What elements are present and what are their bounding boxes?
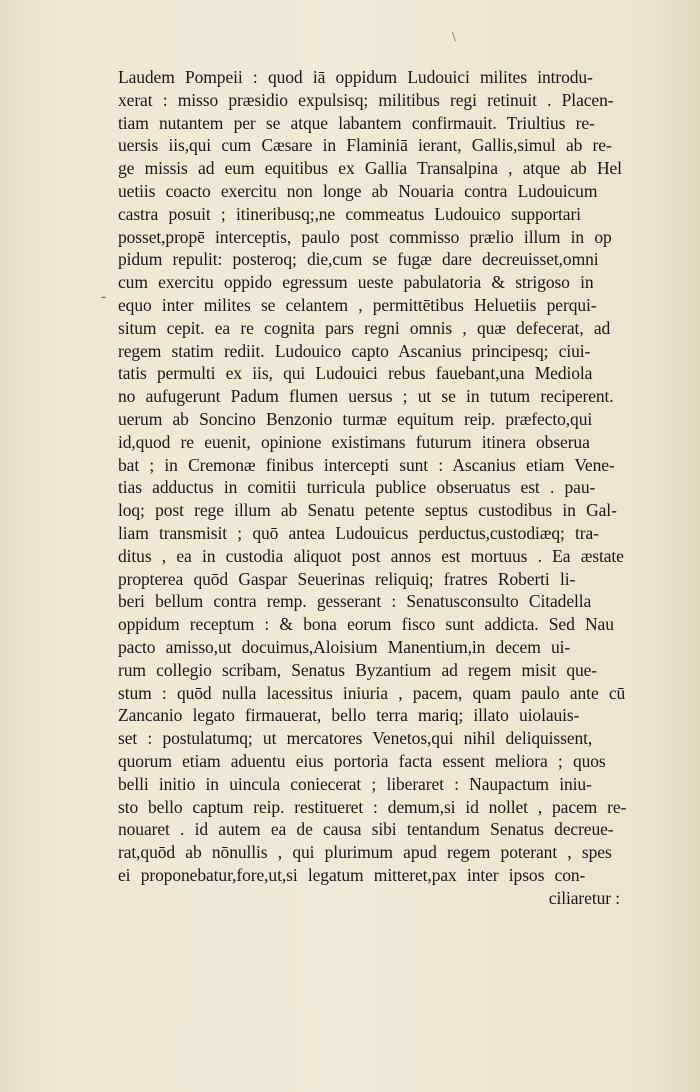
text-line: id,quod re euenit, opinione existimans futurum itinera obserua (118, 431, 590, 452)
text-line: no aufugerunt Padum flumen uersus ; ut se in tutum reciperent. (118, 386, 614, 407)
text-line: Zancanio legato firmauerat, bello terra mariq; illato uiolauis- (118, 705, 580, 726)
text-line: posset,propē interceptis, paulo post commisso prælio illum in op (118, 226, 612, 247)
text-line: ge missis ad eum equitibus ex Gallia Transalpina , atque ab Hel (118, 158, 622, 179)
text-line: tias adductus in comitii turricula publice obseruatus est . pau- (118, 477, 596, 498)
text-line: ciliaretur : (548, 887, 620, 908)
text-line: tiam nutantem per se atque labantem confirmauit. Triultius re- (118, 112, 595, 133)
text-line: belli initio in uincula coniecerat ; liberaret : Naupactum iniu- (118, 773, 592, 794)
ink-mark-top: \ (452, 30, 456, 45)
text-line: equo inter milites se celantem , permittētibus Heluetiis perqui- (118, 294, 597, 315)
text-line: set : postulatumq; ut mercatores Venetos,qui nihil deliquissent, (118, 728, 593, 749)
text-line: bat ; in Cremonæ finibus intercepti sunt : Ascanius etiam Vene- (118, 454, 615, 475)
text-line: tatis permulti ex iis, qui Ludouici rebus fauebant,una Mediola (118, 363, 593, 384)
text-line: oppidum receptum : & bona eorum fisco sunt addicta. Sed Nau (118, 614, 614, 635)
text-line: rum collegio scribam, Senatus Byzantium ad regem misit que- (118, 659, 598, 680)
text-line: Laudem Pompeii : quod iā oppidum Ludouici milites introdu- (118, 67, 593, 87)
text-line: loq; post rege illum ab Senatu petente septus custodibus in Gal- (118, 500, 617, 521)
text-line: uetiis coacto exercitu non longe ab Nouaria contra Ludouicum (118, 180, 598, 201)
text-line: stum : quōd nulla lacessitus iniuria , pacem, quam paulo ante cū (118, 682, 626, 703)
text-line: regem statim rediit. Ludouico capto Ascanius principesq; ciui- (118, 340, 591, 361)
text-line: rat,quōd ab nōnullis , qui plurimum apud regem poterant , spes (118, 842, 612, 863)
text-line: quorum etiam aduentu eius portoria facta essent meliora ; quos (118, 750, 606, 771)
text-line: ei proponebatur,fore,ut,si legatum mitteret,pax inter ipsos con- (118, 864, 586, 885)
text-line: ditus , ea in custodia aliquot post annos est mortuus . Ea æstate (118, 545, 624, 566)
text-line: uersis iis,qui cum Cæsare in Flaminiā ierant, Gallis,simul ab re- (118, 135, 612, 156)
text-line: cum exercitu oppido egressum ueste pabulatoria & strigoso in (118, 272, 594, 293)
text-line: liam transmisit ; quō antea Ludouicus perductus,custodiæq; tra- (118, 522, 599, 543)
text-line: propterea quōd Gaspar Seuerinas reliquiq; fratres Roberti li- (118, 568, 576, 589)
text-line: pacto amisso,ut docuimus,Aloisium Manentium,in decem ui- (118, 636, 571, 657)
text-line: castra posuit ; itineribusq;,ne commeatus Ludouico supportari (118, 203, 581, 224)
text-line: nouaret . id autem ea de causa sibi tentandum Senatus decreue- (118, 819, 614, 840)
text-line: situm cepit. ea re cognita pars regni omnis , quæ defecerat, ad (118, 317, 611, 338)
text-line: uerum ab Soncino Benzonio turmæ equitum reip. præfecto,qui (118, 408, 593, 429)
text-block (118, 66, 626, 909)
text-line: xerat : misso præsidio expulsisq; militibus regi retinuit . Placen- (118, 89, 614, 110)
margin-mark-left: - (101, 288, 107, 305)
text-line: beri bellum contra remp. gesserant : Senatusconsulto Citadella (118, 591, 592, 612)
text-line: pidum repulit: posteroq; die,cum se fugæ dare decreuisset,omni (118, 249, 599, 270)
text-line: sto bello captum reip. restitueret : demum,si id nollet , pacem re- (118, 796, 627, 817)
